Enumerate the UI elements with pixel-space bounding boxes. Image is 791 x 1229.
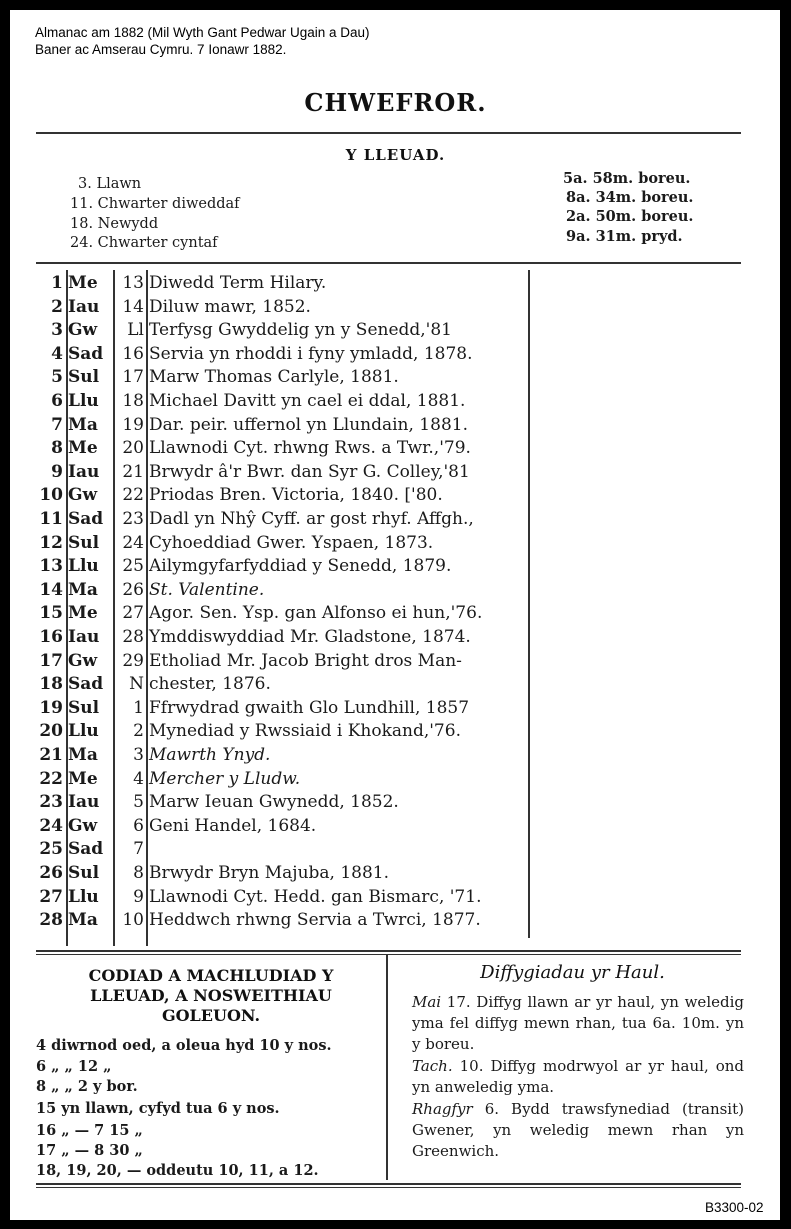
other-date: 14 <box>122 296 144 317</box>
moon-phase-label: 11. Chwarter diweddaf <box>70 196 240 212</box>
event-text: Brwydr Bryn Majuba, 1881. <box>149 863 390 883</box>
day-number: 26 <box>39 863 63 883</box>
day-number: 5 <box>51 367 63 388</box>
moonrise-title-line: LLEUAD, A NOSWEITHIAU <box>90 986 332 1005</box>
day-number: 25 <box>39 839 63 860</box>
moonrise-line: 4 diwrnod oed, a oleua hyd 10 y nos. <box>36 1037 332 1054</box>
weekday: Ma <box>68 579 98 600</box>
divider <box>36 954 741 955</box>
weekday: Gw <box>68 650 98 671</box>
caption-line-2: Baner ac Amserau Cymru. 7 Ionawr 1882. <box>35 42 287 57</box>
event-text: chester, 1876. <box>149 674 271 695</box>
moonrise-line: 18, 19, 20, — oddeutu 10, 11, a 12. <box>36 1162 319 1179</box>
weekday: Sul <box>68 367 100 388</box>
weekday: Me <box>68 273 98 293</box>
event-text: Marw Thomas Carlyle, 1881. <box>149 367 399 388</box>
event-text: Priodas Bren. Victoria, 1840. ['80. <box>149 485 443 506</box>
weekday: Sad <box>68 839 104 860</box>
day-number: 19 <box>39 697 63 718</box>
weekday: Sad <box>68 509 104 529</box>
event-text: Dadl yn Nhŷ Cyff. ar gost rhyf. Affgh., <box>149 509 474 529</box>
day-number: 27 <box>39 886 63 907</box>
divider <box>36 262 741 264</box>
day-number: 23 <box>39 792 63 813</box>
moonrise-line: 16 „ — 7 15 „ <box>36 1122 143 1139</box>
divider <box>36 1183 741 1185</box>
caption-line-1: Almanac am 1882 (Mil Wyth Gant Pedwar Ugain a Dau) <box>35 25 370 40</box>
event-text: Mynediad y Rwssiaid i Khokand,'76. <box>149 721 461 742</box>
event-text: Mercher y Lludw. <box>149 768 301 789</box>
weekday: Gw <box>68 485 98 506</box>
weekday: Gw <box>68 815 98 836</box>
day-number: 15 <box>39 603 63 624</box>
other-date: Ll <box>127 320 144 341</box>
day-number: 7 <box>51 414 63 435</box>
event-text: Michael Davitt yn cael ei ddal, 1881. <box>149 391 466 411</box>
day-number: 24 <box>39 815 63 836</box>
weekday: Sul <box>68 532 100 553</box>
weekday: Sad <box>68 343 104 364</box>
event-text: Mawrth Ynyd. <box>149 745 271 765</box>
other-date: N <box>129 674 144 695</box>
month-title: CHWEFROR. <box>304 88 487 117</box>
event-text: Ffrwydrad gwaith Glo Lundhill, 1857 <box>149 697 470 718</box>
day-number: 9 <box>51 461 63 482</box>
day-number: 18 <box>39 674 63 695</box>
moon-phase-label: 18. Newydd <box>70 216 159 232</box>
day-number: 13 <box>39 556 63 577</box>
moonrise-title-line: CODIAD A MACHLUDIAD Y <box>88 966 334 985</box>
event-text: Diluw mawr, 1852. <box>149 296 311 317</box>
day-number: 8 <box>51 438 63 459</box>
other-date: 1 <box>133 697 144 718</box>
other-date: 8 <box>133 863 144 883</box>
day-number: 20 <box>39 721 63 742</box>
event-text: Dar. peir. uffernol yn Llundain, 1881. <box>149 414 468 435</box>
eclipse-entry: Rhagfyr 6. Bydd trawsfynediad (transit) Gwener, yn weledig mewn rhan yn Greenwich. <box>412 1100 744 1160</box>
day-number: 10 <box>39 485 63 506</box>
other-date: 21 <box>122 461 144 482</box>
column-rule-event <box>528 270 530 938</box>
moonrise-line: 6 „ „ 12 „ <box>36 1058 112 1075</box>
other-date: 6 <box>133 815 144 836</box>
event-text: Servia yn rhoddi i fyny ymladd, 1878. <box>149 343 473 364</box>
other-date: 28 <box>122 627 144 647</box>
event-text: Etholiad Mr. Jacob Bright dros Man- <box>149 650 462 671</box>
event-text: Ailymgyfarfyddiad y Senedd, 1879. <box>149 556 452 577</box>
day-number: 4 <box>51 343 63 364</box>
weekday: Iau <box>68 792 100 813</box>
weekday: Llu <box>68 721 99 742</box>
other-date: 9 <box>133 886 144 907</box>
other-date: 7 <box>133 839 144 860</box>
other-date: 27 <box>122 603 144 624</box>
event-text: Geni Handel, 1684. <box>149 815 317 836</box>
moon-phase-time: 2a. 50m. boreu. <box>566 208 694 225</box>
weekday: Me <box>68 438 98 459</box>
event-text: St. Valentine. <box>149 579 265 600</box>
day-number: 21 <box>39 745 63 765</box>
event-text: Llawnodi Cyt. rhwng Rws. a Twr.,'79. <box>149 438 471 459</box>
column-rule-lower <box>386 955 388 1180</box>
event-text: Ymddiswyddiad Mr. Gladstone, 1874. <box>149 627 471 647</box>
day-number: 14 <box>39 579 63 600</box>
other-date: 3 <box>133 745 144 765</box>
other-date: 25 <box>122 556 144 577</box>
moon-phase-time: 5a. 58m. boreu. <box>563 170 691 187</box>
weekday: Me <box>68 768 98 789</box>
other-date: 16 <box>122 343 144 364</box>
day-number: 1 <box>51 273 63 293</box>
day-number: 11 <box>39 509 63 529</box>
weekday: Llu <box>68 886 99 907</box>
day-number: 22 <box>39 768 63 789</box>
eclipses-title: Diffygiadau yr Haul. <box>480 962 665 983</box>
weekday: Sad <box>68 674 104 695</box>
event-text: Llawnodi Cyt. Hedd. gan Bismarc, '71. <box>149 886 482 907</box>
moon-phase-time: 9a. 31m. pryd. <box>566 228 683 245</box>
day-number: 3 <box>51 320 63 341</box>
weekday: Ma <box>68 414 98 435</box>
divider <box>36 132 741 134</box>
eclipse-entry: Tach. 10. Diffyg modrwyol ar yr haul, ond yn anweledig yma. <box>412 1057 744 1096</box>
weekday: Iau <box>68 627 100 647</box>
other-date: 2 <box>133 721 144 742</box>
other-date: 20 <box>122 438 144 459</box>
weekday: Ma <box>68 745 98 765</box>
moon-phase-time: 8a. 34m. boreu. <box>566 189 694 206</box>
day-number: 16 <box>39 627 63 647</box>
other-date: 22 <box>122 485 144 506</box>
day-number: 17 <box>39 650 63 671</box>
divider <box>36 950 741 952</box>
event-text: Brwydr â'r Bwr. dan Syr G. Colley,'81 <box>149 461 470 482</box>
moonrise-line: 15 yn llawn, cyfyd tua 6 y nos. <box>36 1100 280 1117</box>
caption <box>35 24 370 58</box>
reference-code: B3300-02 <box>705 1200 764 1215</box>
other-date: 26 <box>122 579 144 600</box>
weekday: Llu <box>68 391 99 411</box>
other-date: 19 <box>122 414 144 435</box>
day-number: 12 <box>39 532 63 553</box>
event-text: Marw Ieuan Gwynedd, 1852. <box>149 792 399 813</box>
moon-phase-label: 3. Llawn <box>78 176 142 192</box>
other-date: 17 <box>122 367 144 388</box>
eclipse-entry: Mai 17. Diffyg llawn ar yr haul, yn weledig yma fel diffyg mewn rhan, tua 6a. 10m. yn y boreu. <box>412 993 744 1053</box>
moon-phase-label: 24. Chwarter cyntaf <box>70 235 218 251</box>
other-date: 29 <box>122 650 144 671</box>
other-date: 5 <box>133 792 144 813</box>
weekday: Sul <box>68 863 100 883</box>
event-text: Agor. Sen. Ysp. gan Alfonso ei hun,'76. <box>149 603 483 624</box>
other-date: 4 <box>133 768 144 789</box>
weekday: Ma <box>68 910 98 931</box>
moonrise-title-line: GOLEUON. <box>161 1006 261 1025</box>
day-number: 6 <box>51 391 63 411</box>
moonrise-line: 8 „ „ 2 y bor. <box>36 1078 138 1095</box>
weekday: Iau <box>68 296 100 317</box>
moon-phases-title: Y LLEUAD. <box>345 146 446 164</box>
day-number: 2 <box>51 296 63 317</box>
other-date: 10 <box>122 910 144 931</box>
weekday: Iau <box>68 461 100 482</box>
other-date: 18 <box>122 391 144 411</box>
divider <box>36 1187 741 1188</box>
other-date: 23 <box>122 509 144 529</box>
weekday: Me <box>68 603 98 624</box>
event-text: Terfysg Gwyddelig yn y Senedd,'81 <box>149 320 452 341</box>
weekday: Sul <box>68 697 100 718</box>
day-number: 28 <box>39 910 63 931</box>
other-date: 24 <box>122 532 144 553</box>
event-text: Diwedd Term Hilary. <box>149 273 327 293</box>
column-rule-other <box>146 270 148 946</box>
weekday: Llu <box>68 556 99 577</box>
moonrise-line: 17 „ — 8 30 „ <box>36 1142 143 1159</box>
event-text: Heddwch rhwng Servia a Twrci, 1877. <box>149 910 481 931</box>
weekday: Gw <box>68 320 98 341</box>
event-text: Cyhoeddiad Gwer. Yspaen, 1873. <box>149 532 434 553</box>
other-date: 13 <box>122 273 144 293</box>
